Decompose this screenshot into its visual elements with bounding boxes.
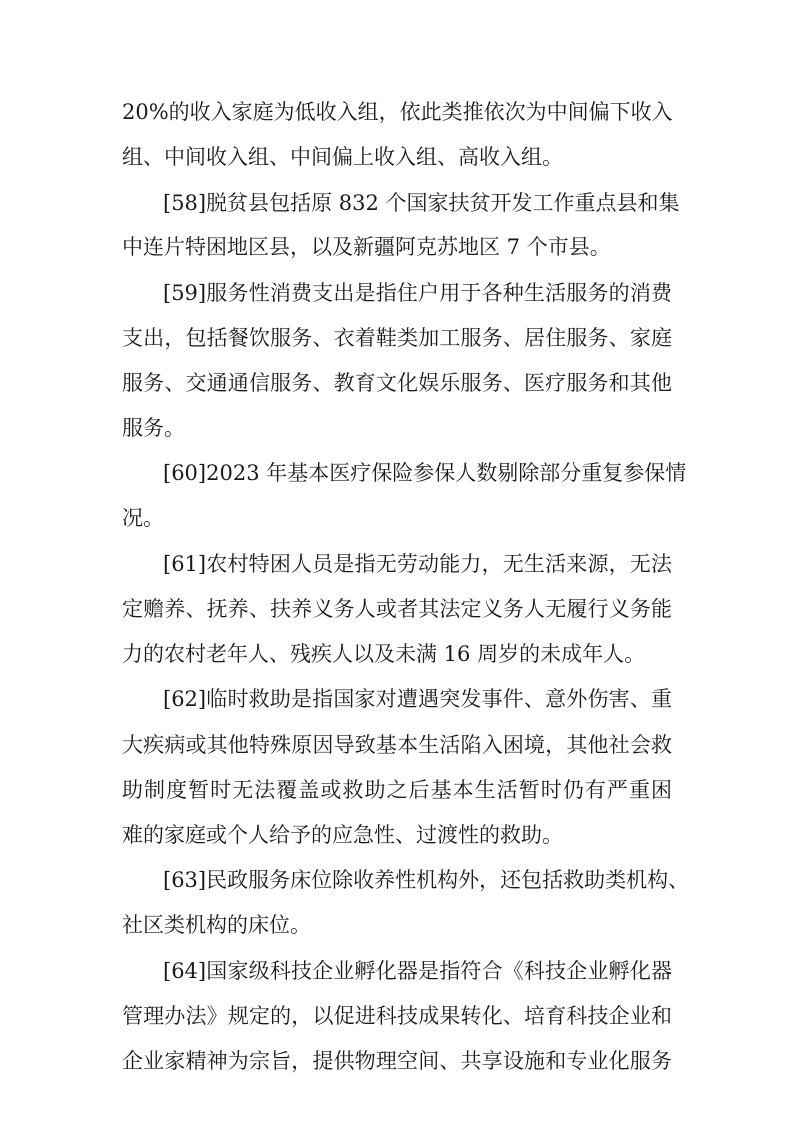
footnote-62-line: [62]临时救助是指国家对遭遇突发事件、意外伤害、重	[163, 687, 672, 711]
text-line: 支出，包括餐饮服务、衣着鞋类加工服务、居住服务、家庭	[122, 326, 672, 350]
footnote-61-line: [61]农村特困人员是指无劳动能力，无生活来源，无法	[163, 552, 672, 576]
footnote-58-line: [58]脱贫县包括原 832 个国家扶贫开发工作重点县和集	[163, 191, 680, 215]
text-line: 组、中间收入组、中间偏上收入组、高收入组。	[122, 145, 563, 169]
text-line: 服务。	[122, 416, 185, 440]
footnote-59-line: [59]服务性消费支出是指住户用于各种生活服务的消费	[163, 281, 672, 305]
text-line: 中连片特困地区县，以及新疆阿克苏地区 7 个市县。	[122, 235, 611, 259]
text-line: 企业家精神为宗旨，提供物理空间、共享设施和专业化服务	[122, 1049, 672, 1073]
text-line: 定赡养、抚养、扶养义务人或者其法定义务人无履行义务能	[122, 597, 672, 621]
text-line: 难的家庭或个人给予的应急性、过渡性的救助。	[122, 823, 563, 847]
text-line: 助制度暂时无法覆盖或救助之后基本生活暂时仍有严重困	[122, 778, 672, 802]
footnote-60-line: [60]2023 年基本医疗保险参保人数剔除部分重复参保情	[163, 461, 687, 485]
text-line: 社区类机构的床位。	[122, 913, 311, 937]
footnote-63-line: [63]民政服务床位除收养性机构外，还包括救助类机构、	[163, 868, 690, 892]
text-line: 20%的收入家庭为低收入组，依此类推依次为中间偏下收入	[122, 100, 673, 124]
text-line: 大疾病或其他特殊原因导致基本生活陷入困境，其他社会救	[122, 733, 672, 757]
text-line: 管理办法》规定的，以促进科技成果转化、培育科技企业和	[122, 1004, 672, 1028]
footnote-64-line: [64]国家级科技企业孵化器是指符合《科技企业孵化器	[163, 959, 672, 983]
text-line: 况。	[122, 506, 164, 530]
text-line: 力的农村老年人、残疾人以及未满 16 周岁的未成年人。	[122, 642, 646, 666]
text-line: 服务、交通通信服务、教育文化娱乐服务、医疗服务和其他	[122, 371, 672, 395]
